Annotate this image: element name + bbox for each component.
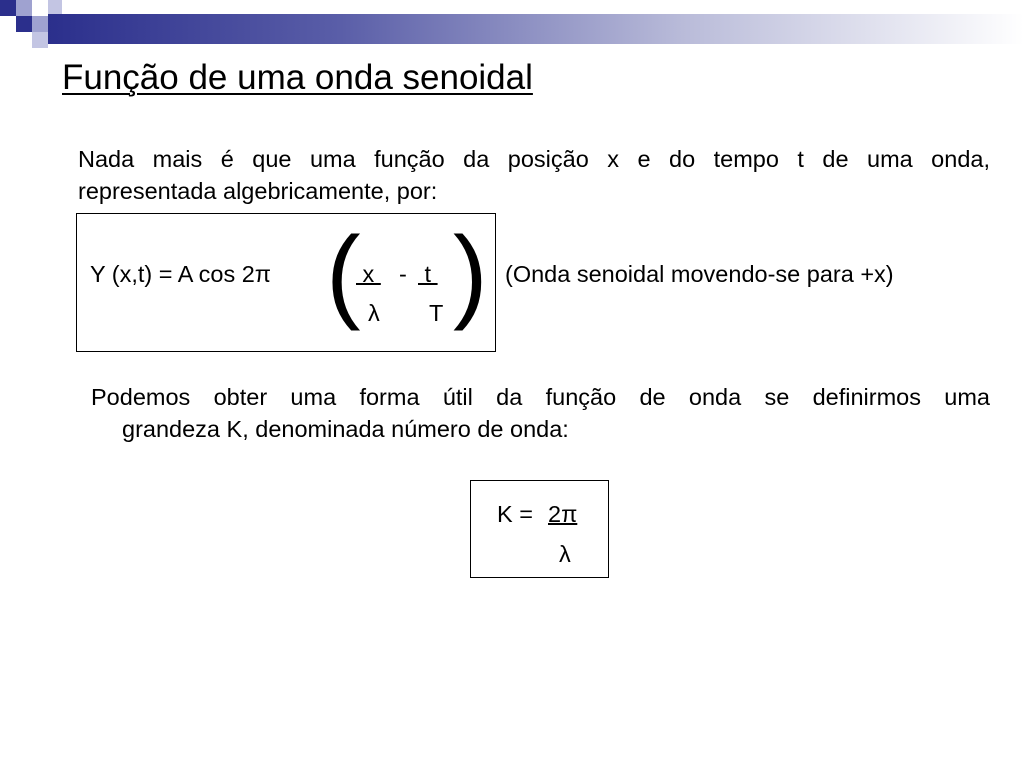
intro-line-1: Nada mais é que uma função da posição x e do tempo t de uma onda, [78,146,990,172]
minus-sign: - [399,261,407,287]
open-parenthesis: ( [326,216,361,332]
fraction-x-numerator: x [356,261,381,287]
wave-direction-note: (Onda senoidal movendo-se para +x) [505,261,894,287]
wave-equation-lhs: Y (x,t) = A cos 2π [90,261,272,287]
wave-number-numerator: 2π [548,501,578,527]
decor-square [32,32,48,48]
wave-number-lhs: K = [497,501,540,527]
close-parenthesis: ) [453,216,488,332]
intro-line-2: representada algebricamente, por: [78,178,438,204]
fraction-T-denominator: T [429,300,444,326]
wave-number-denominator: λ [559,541,571,567]
header-decoration [0,0,1024,46]
decor-square [32,16,48,32]
decor-square [48,0,62,14]
wave-number-paragraph [91,381,990,445]
fraction-lambda-denominator: λ [368,300,380,326]
fraction-t-numerator: t [418,261,438,287]
decor-square [0,0,16,16]
paragraph2-line-2: grandeza K, denominada número de onda: [122,416,569,442]
decor-square [16,0,32,16]
wave-number-box [470,480,609,578]
header-gradient-bar [48,14,1024,44]
slide-title: Função de uma onda senoidal [62,58,533,97]
paragraph2-line-1: Podemos obter uma forma útil da função de onda se definirmos uma [91,384,990,410]
intro-paragraph [78,143,990,207]
decor-square [16,16,32,32]
